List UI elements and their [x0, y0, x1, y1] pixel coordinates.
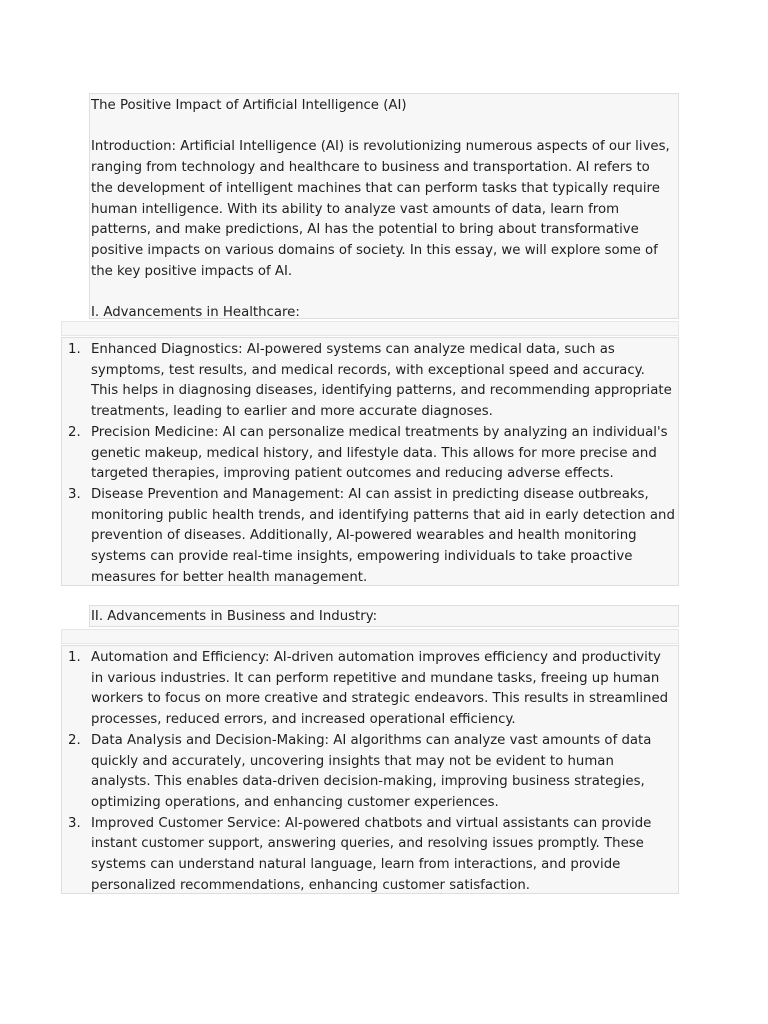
section-heading-block	[89, 605, 679, 627]
list-item-number: 3.	[68, 486, 81, 502]
intro-paragraph: Introduction: Artificial Intelligence (AI) is revolutionizing numerous aspects of our lives, ranging from technology and healthcare to business and transportation. AI refers to the development of intelligent machines that can perform tasks that typically require human intelligence. With its ability to analyze vast amounts of data, learn from patterns, and make predictions, AI has the potential to bring about transformative positive impacts on various domains of society. In this essay, we will explore some of the key positive impacts of AI.	[91, 139, 670, 279]
spacer	[91, 117, 674, 138]
list-item-text: Improved Customer Service: AI-powered chatbots and virtual assistants can provide instant customer support, answering queries, and resolving issues promptly. These systems can understand natural language, learn from interactions, and provide personalized recommendations, enhancing customer satisfaction.	[91, 815, 652, 893]
list-item-number: 1.	[68, 342, 81, 357]
list-item	[63, 485, 676, 589]
list-item-text: Automation and Efficiency: AI-driven automation improves efficiency and productivity in various industries. It can perform repetitive and mundane tasks, freeing up human workers to focus on more creative and strategic endeavors. This results in streamlined processes, reduced errors, and increased operational efficiency.	[91, 650, 669, 728]
list-item	[63, 731, 676, 814]
list-item-text: Data Analysis and Decision-Making: AI algorithms can analyze vast amounts of data quickly and accurately, uncovering insights that may not be evident to human analysts. This enables data-driven decision-making, improving business strategies, optimizing operations, and enhancing customer experiences.	[91, 732, 652, 810]
business-list	[61, 645, 679, 894]
section-heading-healthcare: I. Advancements in Healthcare:	[91, 305, 300, 320]
list-item-number: 2.	[68, 424, 81, 440]
list-item	[63, 814, 676, 897]
list-item	[63, 340, 676, 423]
section-separator	[61, 629, 679, 644]
list-item-text: Enhanced Diagnostics: AI-powered systems can analyze medical data, such as symptoms, test results, and medical records, with exceptional speed and accuracy. This helps in diagnosing diseases, identifying patterns, and recommending appropriate treatments, leading to earlier and more accurate diagnoses.	[91, 342, 672, 420]
section-separator	[61, 321, 679, 336]
section-heading-business: II. Advancements in Business and Industry:	[91, 609, 378, 624]
list-item-number: 3.	[68, 815, 81, 831]
list-item-number: 2.	[68, 732, 81, 748]
list-item	[63, 423, 676, 485]
intro-block	[89, 93, 679, 319]
list-item-number: 1.	[68, 650, 81, 665]
document-title: The Positive Impact of Artificial Intelligence (AI)	[91, 98, 407, 113]
list-item-text: Precision Medicine: AI can personalize medical treatments by analyzing an individual's genetic makeup, medical history, and lifestyle data. This allows for more precise and targeted therapies, improving patient outcomes and reducing adverse effects.	[91, 424, 668, 482]
spacer	[91, 282, 674, 303]
healthcare-list	[61, 337, 679, 586]
list-item	[63, 648, 676, 731]
list-item-text: Disease Prevention and Management: AI can assist in predicting disease outbreaks, monitoring public health trends, and identifying patterns that aid in early detection and prevention of diseases. Additionally, AI-powered wearables and health monitoring systems can provide real-time insights, empowering individuals to take proactive measures for better health management.	[91, 486, 675, 585]
